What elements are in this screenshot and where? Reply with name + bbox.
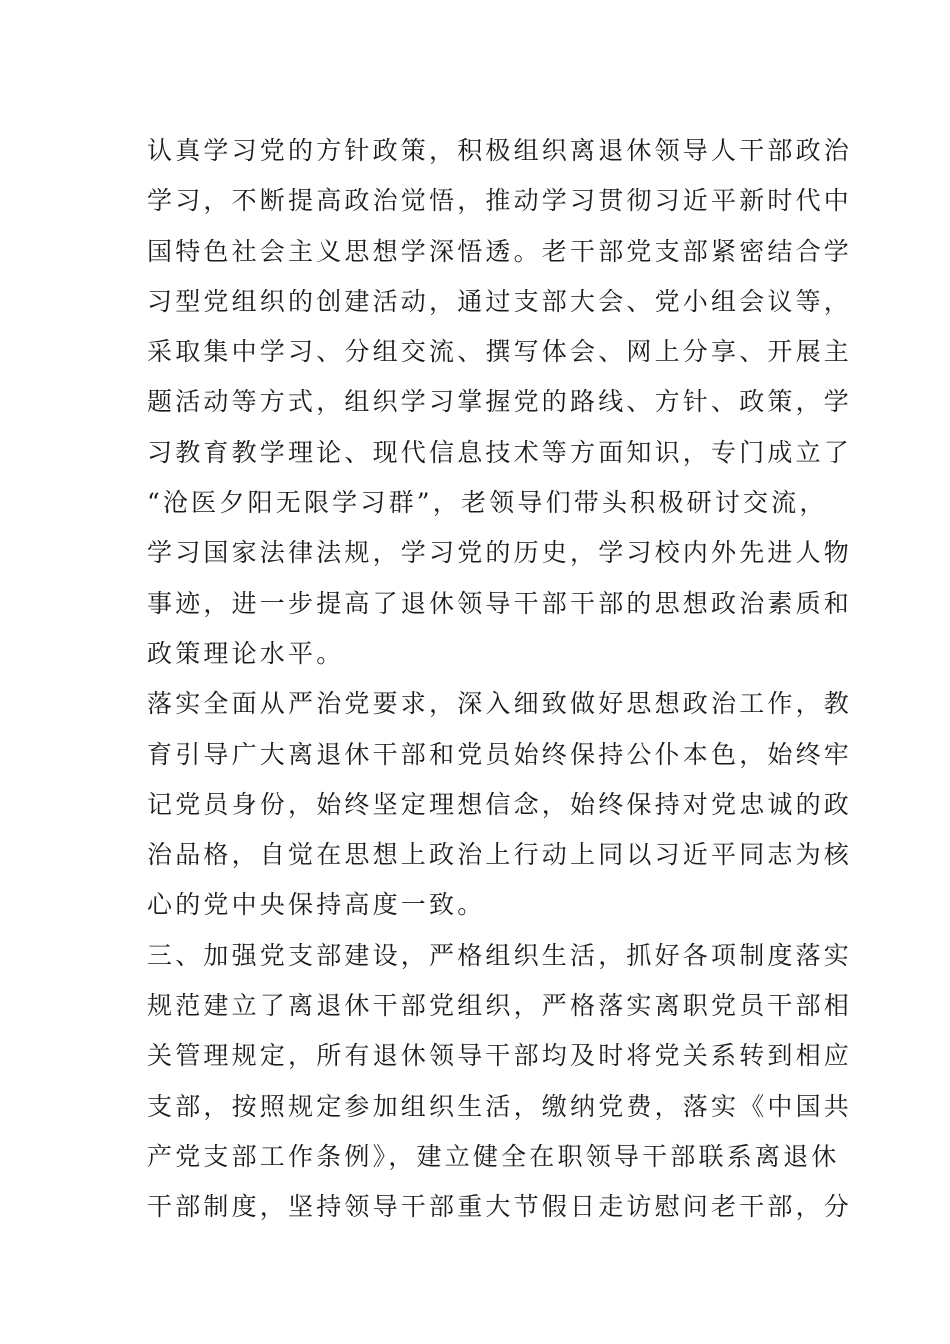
text-line-18: 规范建立了离退休干部党组织，严格落实离职党员干部相 <box>147 991 853 1021</box>
text-line-7: 习教育教学理论、现代信息技术等方面知识，专门成立了 <box>147 437 853 467</box>
text-line-15: 治品格，自觉在思想上政治上行动上同以习近平同志为核 <box>147 840 853 870</box>
text-line-5: 采取集中学习、分组交流、撰写体会、网上分享、开展主 <box>147 337 853 367</box>
text-line-19: 关管理规定，所有退休领导干部均及时将党关系转到相应 <box>147 1041 853 1071</box>
section-heading: 三、加强党支部建设，严格组织生活，抓好各项制度落实 <box>147 940 853 970</box>
body-text <box>147 126 853 1233</box>
text-line-13: 育引导广大离退休干部和党员始终保持公仆本色，始终牢 <box>147 739 853 769</box>
text-line-21: 产党支部工作条例》，建立健全在职领导干部联系离退休 <box>147 1141 840 1171</box>
text-line-9: 学习国家法律法规，学习党的历史，学习校内外先进人物 <box>147 538 853 568</box>
text-line-3: 国特色社会主义思想学深悟透。老干部党支部紧密结合学 <box>147 236 853 266</box>
text-line-20: 支部，按照规定参加组织生活，缴纳党费，落实《中国共 <box>147 1091 853 1121</box>
text-line-12: 落实全面从严治党要求，深入细致做好思想政治工作，教 <box>147 689 853 719</box>
text-line-10: 事迹，进一步提高了退休领导干部干部的思想政治素质和 <box>147 588 853 618</box>
text-line-14: 记党员身份，始终坚定理想信念，始终保持对党忠诚的政 <box>147 789 853 819</box>
text-line-16: 心的党中央保持高度一致。 <box>147 890 486 920</box>
text-line-6: 题活动等方式，组织学习掌握党的路线、方针、政策，学 <box>147 387 853 417</box>
text-line-1: 认真学习党的方针政策，积极组织离退休领导人干部政治 <box>147 136 853 165</box>
text-line-2: 学习，不断提高政治觉悟，推动学习贯彻习近平新时代中 <box>147 186 853 216</box>
text-line-22: 干部制度，坚持领导干部重大节假日走访慰问老干部，分 <box>147 1192 853 1222</box>
text-line-4: 习型党组织的创建活动，通过支部大会、党小组会议等， <box>147 286 853 316</box>
text-line-8: “沧医夕阳无限学习群”，老领导们带头积极研讨交流， <box>147 488 828 518</box>
text-line-11: 政策理论水平。 <box>147 638 345 668</box>
